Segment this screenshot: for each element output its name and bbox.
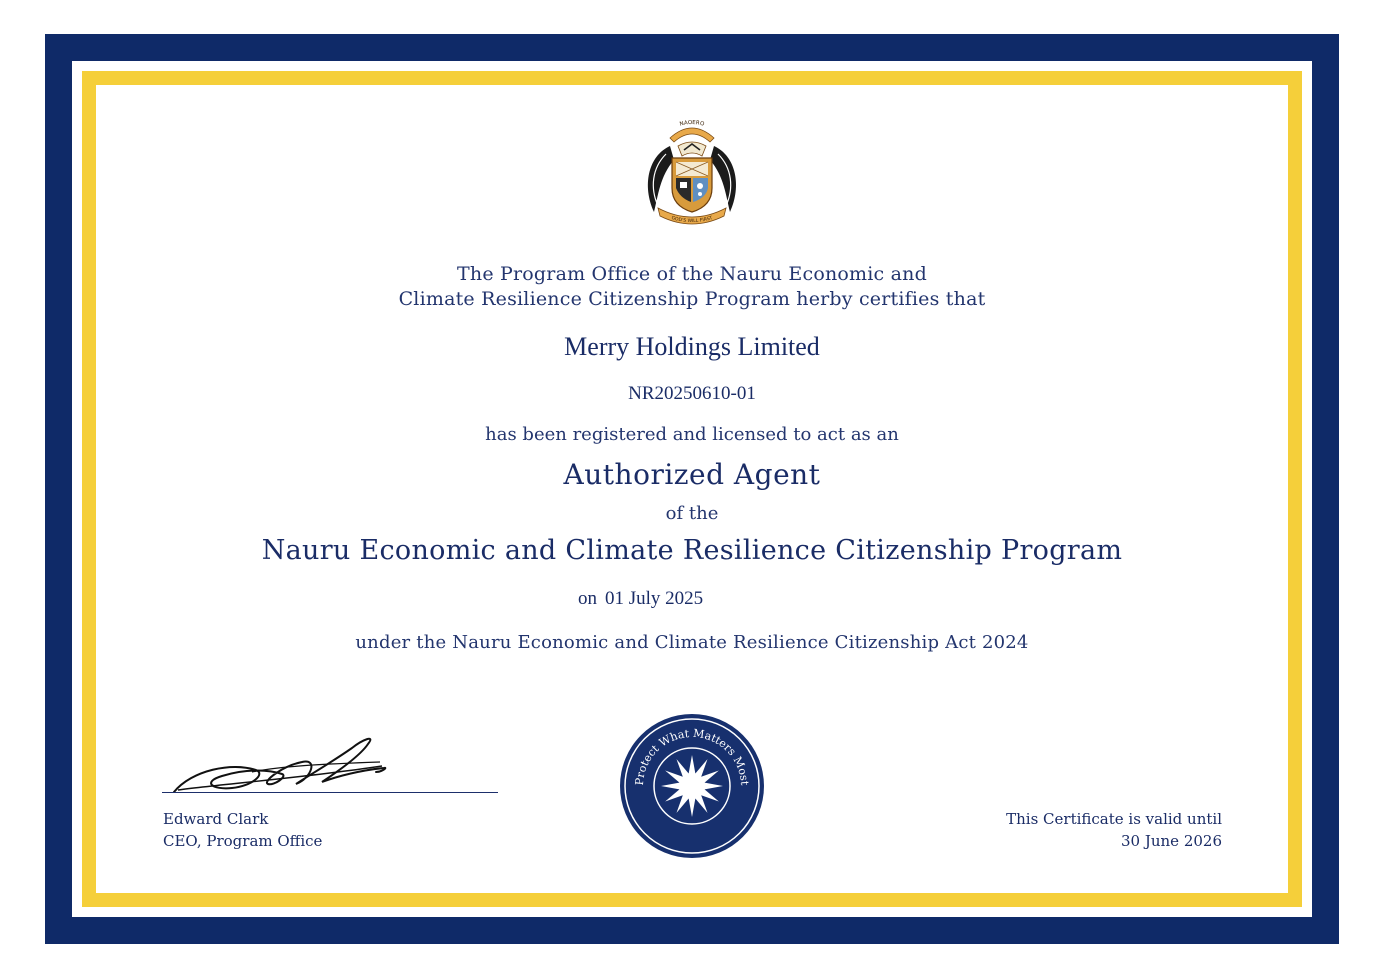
registered-statement: has been registered and licensed to act as an xyxy=(485,424,899,445)
of-the-text: of the xyxy=(665,503,719,524)
signatory-block xyxy=(163,808,322,852)
signatory-name: Edward Clark xyxy=(163,810,269,828)
date-prefix: on xyxy=(578,588,597,609)
effective-date: 01 July 2025 xyxy=(605,588,704,609)
signature-icon xyxy=(162,726,502,806)
validity-label: This Certificate is valid until xyxy=(1006,810,1222,828)
svg-text:NAOERO xyxy=(679,120,705,128)
registration-number: NR20250610-01 xyxy=(628,383,756,404)
legislation-reference: under the Nauru Economic and Climate Resilience Citizenship Act 2024 xyxy=(355,632,1029,653)
star-seal-icon xyxy=(619,713,765,859)
holder-name: Merry Holdings Limited xyxy=(564,332,820,361)
validity-block xyxy=(1006,808,1222,852)
role-title: Authorized Agent xyxy=(563,458,821,491)
seal-ring-text: Protect What Matters Most xyxy=(632,726,752,786)
signatory-title: CEO, Program Office xyxy=(163,832,323,850)
validity-date: 30 June 2026 xyxy=(1120,832,1222,850)
signature-line xyxy=(162,792,498,793)
crest-motto-text: GOD'S WILL FIRST xyxy=(670,215,714,225)
certificate-intro xyxy=(0,262,1384,312)
effective-date-line xyxy=(578,588,703,610)
crest-top-text: NAOERO xyxy=(679,119,705,128)
coat-of-arms-icon xyxy=(640,116,744,230)
intro-line-1: The Program Office of the Nauru Economic and xyxy=(457,263,927,285)
program-name: Nauru Economic and Climate Resilience Citizenship Program xyxy=(261,535,1123,566)
intro-line-2: Climate Resilience Citizenship Program herby certifies that xyxy=(398,288,986,310)
